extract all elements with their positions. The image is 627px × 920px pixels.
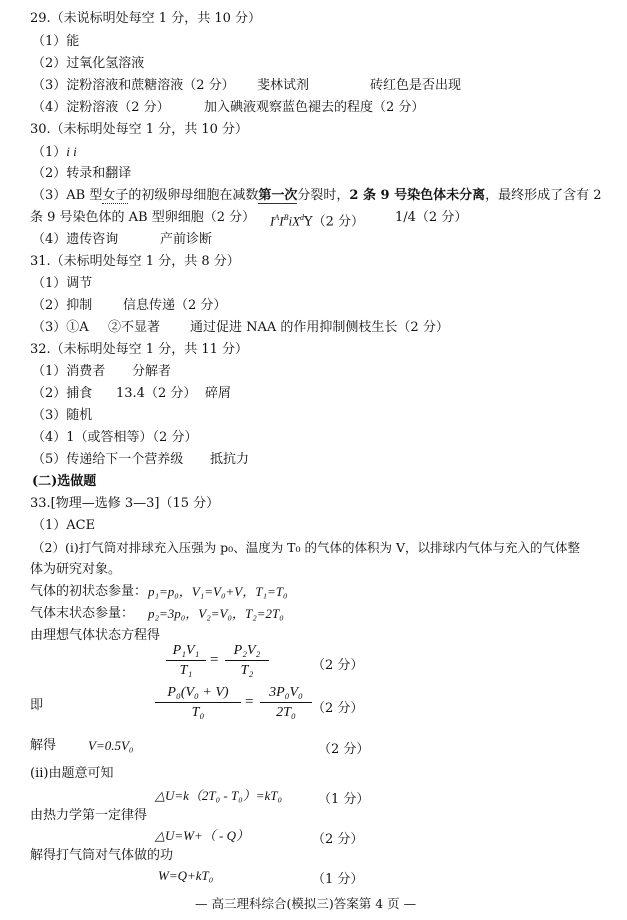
genotype-y: Y（2 分） [304,214,365,230]
q30-header: 30.（未标明处每空 1 分，共 10 分） [30,122,249,137]
q29-3: （3）淀粉溶液和蔗糖溶液（2 分） [32,78,235,93]
q30-3-prob: 1/4（2 分） [395,210,468,225]
q30-3-g: ，最终形成了含有 2 [485,188,602,203]
q33-2-intro-cont: 体为研究对象。 [30,562,122,577]
final-state-values: p₂=3p₀，V₂=V₀，T₂=2T₀ [148,606,284,621]
q31-2: （2）抑制 [32,298,93,313]
eq2-rhs-num: 3P₀V₀ [269,685,303,700]
q32-5: （5）传递给下一个营养级 [32,452,184,467]
q30-3-f: 2 条 9 号染色体未分离 [349,188,486,203]
q32-header: 32.（未标明处每空 1 分，共 11 分） [30,342,249,357]
q30-2: （2）转录和翻译 [32,166,132,181]
delta-u-eq: △U=k（2T₀ - T₀）=kT₀ [155,788,283,803]
first-law-eq: △U=W+（ - Q） [155,828,249,843]
genotype-ix: iX [288,213,301,229]
q30-3-b: 女子 [102,188,129,203]
eq2-prefix: 即 [30,698,44,713]
q30-3-c: 的初级卵母细胞在减数 [128,188,259,203]
eq2-score: （2 分） [312,701,364,716]
q30-4-b: 产前诊断 [160,232,213,247]
solve-score: （2 分） [318,742,370,757]
eq2-lhs-num: P₀(V₀ + V) [167,685,229,700]
eq2-equals: = [245,694,254,710]
q30-3-e: 分裂时， [297,188,350,203]
q32-4: （4）1（或答相等）（2 分） [32,430,198,445]
initial-state-values: p₁=p₀，V₁=V₀+V，T₁=T₀ [148,584,288,599]
q29-4: （4）淀粉溶液（2 分） [32,100,170,115]
q30-3 [32,188,602,204]
q31-3-b: ②不显著 [108,320,161,335]
genotype-i2: I [279,213,284,229]
q32-3: （3）随机 [32,408,93,423]
eq1-rhs-den: T₂ [240,663,254,678]
section-optional: (二)选做题 [32,474,97,489]
eq1-lhs-num: P₁V₁ [172,643,200,658]
q31-1: （1）调节 [32,276,93,291]
q30-1-label: （1） [32,145,67,160]
q30-3-cont: 条 9 号染色体的 AB 型卵细胞（2 分） [30,210,256,225]
q30-3-genotype [270,210,364,230]
eq2-rhs [260,684,312,721]
q33-2-intro: （2）(i)打气筒对排球充入压强为 p₀、温度为 T₀ 的气体的体积为 V，以排球内气体与充入的气体整 [32,540,580,555]
final-state-label: 气体末状态参量： [30,606,135,621]
q29-3-reagent: 斐林试剂 [257,78,310,93]
solve-result: V=0.5V₀ [88,738,134,753]
work-score: （1 分） [312,872,364,887]
q30-3-a: （3）AB 型 [32,188,103,203]
eq1-score: （2 分） [312,658,364,673]
q31-3: （3）①A [32,320,89,335]
q31-header: 31.（未标明处每空 1 分，共 8 分） [30,254,240,269]
eq2-lhs [155,684,241,721]
solve-label: 解得 [30,738,57,753]
eq1-equals: = [210,652,219,668]
q32-1: （1）消费者 [32,364,106,379]
q32-2: （2）捕食 [32,386,93,401]
q29-4-method: 加入碘液观察蓝色褪去的程度（2 分） [204,100,425,115]
first-law-label: 由热力学第一定律得 [30,808,148,823]
q29-2: （2）过氧化氢溶液 [32,56,145,71]
eq1-rhs [225,642,269,679]
work-eq: W=Q+kT₀ [158,868,214,883]
q29-1: （1）能 [32,34,80,49]
eq2-lhs-den: T₀ [191,705,205,720]
q32-5-b: 抵抗力 [210,452,250,467]
q33-1: （1）ACE [32,518,96,533]
q32-2-b: 13.4（2 分） [116,386,197,401]
genotype-sup-d: d [300,213,305,222]
q32-2-c: 碎屑 [205,386,232,401]
q33-header: 33.[物理—选修 3—3]（15 分） [30,496,220,511]
q29-header: 29.（未说标明处每空 1 分，共 10 分） [30,11,262,26]
q30-1-genotype: i i [66,144,77,159]
eq1-lhs [166,642,206,679]
q31-3-c: 通过促进 NAA 的作用抑制侧枝生长（2 分） [190,320,449,335]
genotype-i1: I [270,213,275,229]
q30-3-d: 第一次 [258,188,298,203]
q32-1-b: 分解者 [132,364,172,379]
genotype-sup-a: A [274,213,280,222]
work-label: 解得打气筒对气体做的功 [30,848,174,863]
part-ii-intro: (ii)由题意可知 [30,766,114,781]
q29-3-result: 砖红色是否出现 [370,78,462,93]
initial-state-label: 气体的初状态参量： [30,584,148,599]
first-law-score: （2 分） [312,832,364,847]
q30-4: （4）遗传咨询 [32,232,119,247]
page-footer: — 高三理科综合(模拟三)答案第 4 页 — [195,896,417,911]
genotype-sup-b: B [283,213,289,222]
delta-u-score: （1 分） [318,792,370,807]
eq2-rhs-den: 2T₀ [276,705,296,720]
state-equation-label: 由理想气体状态方程得 [30,628,161,643]
q31-2-b: 信息传递（2 分） [123,298,227,313]
eq1-lhs-den: T₁ [179,663,193,678]
eq1-rhs-num: P₂V₂ [233,643,261,658]
q30-1 [32,144,77,161]
